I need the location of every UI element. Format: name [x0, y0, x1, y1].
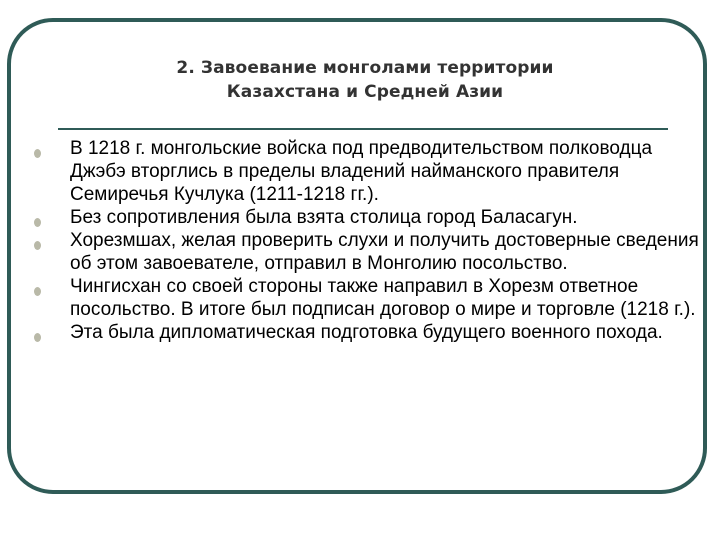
slide-title: [128, 56, 602, 104]
bullet-dot-icon: [34, 218, 41, 227]
bullet-text: Эта была дипломатическая подготовка будущего военного похода.: [70, 322, 663, 343]
bullet-item-3: [30, 229, 700, 275]
bullet-text: В 1218 г. монгольские войска под предводительством полководца Джэбэ вторглись в пределы владений найманского правителя Семиречья Кучлука (1211-1218 гг.).: [70, 138, 653, 205]
slide-title-line-2: Казахстана и Средней Азии: [226, 82, 504, 102]
bullet-dot-icon: [34, 149, 41, 158]
bullet-item-1: [30, 137, 700, 206]
title-underline: [58, 128, 668, 130]
bullet-dot-icon: [34, 241, 41, 250]
slide-title-line-1: 2. Завоевание монголами территории: [176, 58, 554, 78]
bullet-text: Без сопротивления была взята столица город Баласагун.: [70, 207, 578, 228]
bullet-text: Хорезмшах, желая проверить слухи и получить достоверные сведения об этом завоевателе, отправил в Монголию посольство.: [70, 230, 699, 274]
bullet-dot-icon: [34, 287, 41, 296]
bullet-item-4: [30, 275, 700, 321]
bullet-dot-icon: [34, 333, 41, 342]
bullet-item-5: [30, 321, 700, 344]
bullet-text: Чингисхан со своей стороны также направил в Хорезм ответное посольство. В итоге был подписан договор о мире и торговле (1218 г.).: [70, 276, 696, 320]
bullet-item-2: [30, 206, 700, 229]
bullet-list: [30, 137, 700, 344]
